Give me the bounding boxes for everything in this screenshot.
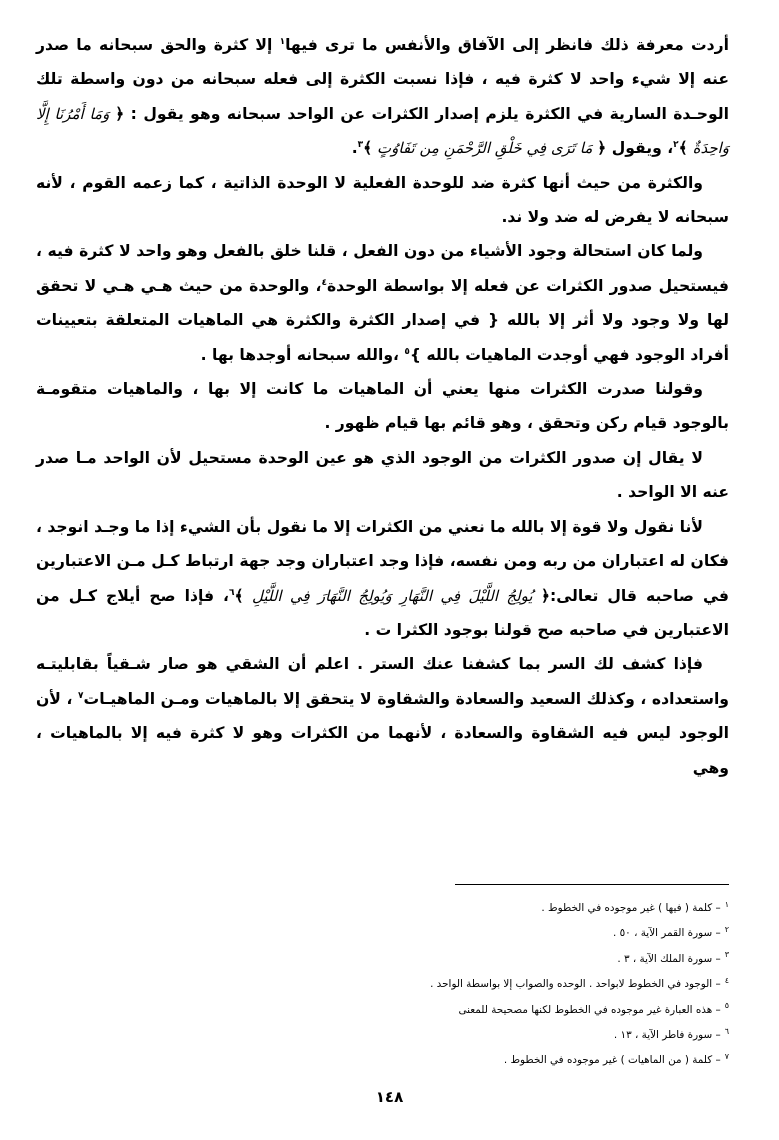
- footnotes-list: [200, 896, 729, 1074]
- footnote-number: ٣: [724, 950, 729, 960]
- paragraph: [36, 28, 729, 166]
- text-run: أردت معرفة ذلك فانظر إلى الآفاق والأنفس ما ترى فيها: [285, 36, 729, 54]
- footnote: [200, 998, 729, 1023]
- footnote-text: – سورة فاطر الآية ، ١٣ .: [613, 1029, 721, 1042]
- text-run: ولما كان استحالة وجود الأشياء من دون الفعل ، قلنا خلق بالفعل وهو واحد لا كثرة فيه ، فيستحيل صدور الكثرات عن فعله إلا بواسطة الوحدة: [36, 242, 729, 295]
- text-run: وقولنا صدرت الكثرات منها يعني أن الماهيات ما كانت إلا بها ، والماهيات متقومـة بالوجود قيام ركن وتحقق ، وهو قائم بها قيام ظهور .: [36, 380, 729, 433]
- footnote: [200, 972, 729, 997]
- footnote-number: ٦: [724, 1026, 729, 1036]
- text-run: لأنا نقول ولا قوة إلا بالله ما نعني من الكثرات إلا ما نقول بأن الشيء إذا ما وجـد انوجد ، فكان له اعتباران من ربه ومن نفسه، فإذا وجد اعتباران وجد جهة ارتباط كـل مـن الاعتبارين في صاحبه قال تعالى:: [36, 517, 729, 605]
- paragraph: [36, 647, 729, 785]
- footnote-ref: ٦: [228, 587, 235, 598]
- quran-verse: يُولِجُ اللَّيْلَ فِي النَّهَارِ وَيُولِجُ النَّهَارَ فِي اللَّيْلِ: [243, 586, 541, 605]
- footnote-separator: [455, 884, 729, 885]
- ornate-bracket: ﴿: [597, 139, 607, 158]
- ornate-bracket: ﴿: [115, 104, 125, 123]
- quran-verse: مَا تَرَى فِي خَلْقِ الرَّحْمَنِ مِن تَفَاوُتٍ: [372, 139, 598, 158]
- paragraph: [36, 510, 729, 648]
- paragraph: [36, 234, 729, 372]
- footnote-number: ٤: [724, 975, 729, 985]
- footnote-ref: ١: [279, 36, 286, 47]
- text-run: إلا كثرة والحق سبحانه ما صدر عنه إلا شيء واحد لا كثرة فيه ، فإذا نسبت الكثرة إلى فعله سبحانه من دون واسطة تلك الوحـدة السارية في الكثرة يلزم إصدار الكثرات عن الواحد سبحانه وهو يقول :: [36, 36, 729, 123]
- footnote: [200, 921, 729, 946]
- ornate-bracket: ﴾: [234, 586, 244, 605]
- footnote-text: – سورة الملك الآية ، ٣ .: [617, 952, 721, 965]
- text-run: فإذا كشف لك السر بما كشفنا عنك الستر . اعلم أن الشقي هو صار شـقياً بقابليتـه واستعداده ، وكذلك السعيد والسعادة والشقاوة لا يتحقق إلا بالماهيات ومـن الماهيـات: [36, 655, 730, 708]
- footnote: [200, 896, 729, 921]
- footnote: [200, 1023, 729, 1048]
- footnote-text: – سورة القمر الآية ، ٥٠ .: [612, 927, 721, 940]
- quran-verse: وَمَا أَمْرُنَا إِلَّا وَاحِدَةٌ: [36, 104, 729, 158]
- footnote: [200, 947, 729, 972]
- text-run: والكثرة من حيث أنها كثرة ضد للوحدة الفعلية لا الوحدة الذاتية ، كما زعمه القوم ، لأنه سبحانه لا يفرض له ضد ولا ند.: [36, 173, 729, 227]
- footnote-text: – كلمة ( من الماهيات ) غير موجوده في الخطوط .: [503, 1054, 721, 1067]
- text-run: ، لأن الوجود ليس فيه الشقاوة والسعادة ، لأنهما من الكثرات وهو لا كثرة فيه إلا بالماهيات ، وهي: [36, 689, 729, 777]
- main-text: [36, 28, 729, 785]
- footnote-number: ١: [724, 899, 729, 909]
- footnote-ref: ٢: [673, 140, 679, 151]
- text-run: .: [351, 139, 358, 158]
- footnote-number: ٧: [724, 1051, 729, 1061]
- ornate-bracket: ﴿: [540, 586, 551, 605]
- text-run: ،والله سبحانه أوجدها بها .: [200, 345, 405, 364]
- text-run: ، فإذا صح أيلاج كـل من الاعتبارين في صاحبه صح قولنا بوجود الكثرا ت .: [36, 586, 729, 639]
- ornate-bracket: ﴾: [678, 139, 688, 158]
- page-number: ١٤٨: [375, 1088, 404, 1106]
- footnote-ref: ٤: [321, 277, 327, 288]
- footnote-ref: ٣: [357, 140, 364, 151]
- text-run: ، ويقول: [606, 139, 674, 158]
- footnote-number: ٢: [724, 924, 729, 934]
- footnote: [200, 1048, 729, 1073]
- paragraph: [36, 166, 729, 235]
- footnote-number: ٥: [724, 1001, 729, 1011]
- ornate-bracket: ﴾: [363, 139, 373, 158]
- text-run: ، والوحدة من حيث هـي هـي لا تحقق لها ولا وجود ولا أثر إلا بالله { في إصدار الكثرة والكثرة هي الماهيات المتعلقة بتعيينات أفراد الوجود فهي أوجدت الماهيات بالله }: [36, 276, 729, 364]
- footnote-ref: ٥: [404, 346, 410, 357]
- footnote-text: – هذه العبارة غير موجوده في الخطوط لكنها مصحيحة للمعنى: [458, 1003, 721, 1016]
- footnote-text: – الوجود في الخطوط لابواحد . الوحده والصواب إلا بواسطة الواحد .: [430, 978, 721, 991]
- text-run: لا يقال إن صدور الكثرات من الوجود الذي هو عين الوحدة مستحيل لأن الواحد مـا صدر عنه الا الواحد .: [36, 448, 729, 502]
- footnote-text: – كلمة ( فيها ) غير موجوده في الخطوط .: [541, 902, 721, 914]
- paragraph: [36, 441, 729, 510]
- paragraph: [36, 372, 729, 441]
- footnote-ref: ٧: [78, 690, 84, 701]
